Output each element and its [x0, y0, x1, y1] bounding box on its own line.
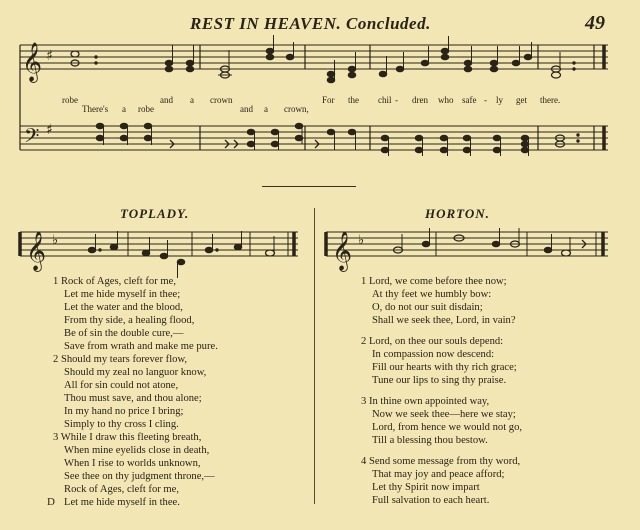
horton-stanza-4 — [361, 456, 520, 508]
verse-line: When mine eyelids close in death, — [64, 444, 210, 456]
verse-line: Simply to thy cross I cling. — [64, 418, 179, 430]
verse-line: 2 Should my tears forever flow, — [53, 354, 188, 365]
toplady-stanza-2 — [53, 354, 206, 431]
verse-line: 1 Lord, we come before thee now; — [361, 276, 507, 287]
tune-name-toplady: TOPLADY. — [120, 206, 190, 221]
horton-stanza-2 — [361, 336, 517, 388]
page-title: REST IN HEAVEN. Concluded. — [190, 14, 431, 33]
lyric-syllable: there. — [540, 95, 561, 105]
verse-line: All for sin could not atone, — [64, 379, 179, 391]
lyric-syllable: ly — [496, 95, 504, 105]
toplady-stanza-1 — [53, 276, 218, 353]
verse-line: 3 In thine own appointed way, — [361, 396, 490, 407]
verse-line: In my hand no price I bring; — [64, 405, 184, 417]
treble-clef-icon: 𝄞 — [332, 231, 353, 271]
verse-line: O, do not our suit disdain; — [372, 301, 483, 313]
bass-clef-icon: 𝄢 — [24, 124, 40, 152]
verse-line: Let me hide myself in thee. — [64, 496, 180, 508]
verse-line: At thy feet we humbly bow: — [372, 288, 492, 300]
lyric-syllable: chil — [378, 95, 392, 105]
verse-line: Let the water and the blood, — [64, 301, 183, 313]
verse-line: Thou must save, and thou alone; — [64, 392, 202, 404]
page-number: 49 — [585, 12, 605, 34]
toplady-stanza-3 — [53, 432, 215, 509]
lyric-syllable: crown, — [284, 104, 309, 114]
lyric-syllable: a — [122, 104, 126, 114]
treble-clef-icon: 𝄞 — [22, 42, 43, 82]
verse-line: See thee on thy judgment throne,— — [64, 470, 215, 482]
treble-clef-icon: 𝄞 — [26, 231, 47, 271]
verse-line: Fill our hearts with thy rich grace; — [372, 361, 517, 373]
lyric-syllable: - — [484, 95, 487, 105]
section-divider-rule — [262, 186, 356, 187]
lyric-syllable: crown — [210, 95, 233, 105]
lyric-syllable: and — [160, 95, 173, 105]
verse-line: Tune our lips to sing thy praise. — [372, 374, 507, 386]
verse-line: Now we seek thee—here we stay; — [372, 408, 516, 420]
verse-line: When I rise to worlds unknown, — [64, 457, 201, 469]
key-sharp-icon: ♯ — [46, 48, 53, 64]
verse-line: Save from wrath and make me pure. — [64, 340, 218, 352]
horton-stanza-3 — [361, 396, 522, 448]
verse-line: 2 Lord, on thee our souls depend: — [361, 336, 504, 347]
horton-staff — [326, 232, 608, 256]
lyric-syllable: safe — [462, 95, 477, 105]
lyric-syllable: - — [395, 95, 398, 105]
verse-line: From thy side, a healing flood, — [64, 314, 195, 326]
lyric-syllable: robe — [62, 95, 78, 105]
verse-line: 4 Send some message from thy word, — [361, 456, 521, 467]
lyric-syllable: and — [240, 104, 253, 114]
horton-stanza-1 — [361, 276, 516, 328]
verse-line: That may joy and peace afford; — [372, 468, 505, 480]
top-treble-notes — [71, 35, 575, 83]
key-sharp-icon: ♯ — [46, 122, 53, 138]
toplady-staff — [20, 232, 298, 256]
verse-line: Let thy Spirit now impart — [372, 481, 480, 493]
lyric-syllable: who — [438, 95, 454, 105]
flat-icon: ♭ — [358, 233, 365, 248]
lyric-syllable: a — [264, 104, 268, 114]
verse-line: Rock of Ages, cleft for me, — [64, 483, 180, 495]
lyric-syllable: dren — [412, 95, 428, 105]
verse-line: Be of sin the double cure,— — [64, 327, 184, 339]
top-bass-notes — [96, 123, 579, 156]
lyric-syllable: There's — [82, 104, 109, 114]
tune-name-horton: HORTON. — [425, 206, 490, 221]
flat-icon: ♭ — [52, 233, 59, 248]
lyric-syllable: the — [348, 95, 359, 105]
verse-line: Till a blessing thou bestow. — [372, 434, 488, 446]
top-bass-staff — [20, 126, 608, 150]
lyric-syllable: get — [516, 95, 527, 105]
verse-line: 3 While I draw this fleeting breath, — [53, 432, 202, 443]
column-divider — [314, 208, 315, 504]
verse-line: Full salvation to each heart. — [372, 494, 490, 506]
lyric-syllable: a — [190, 95, 194, 105]
verse-line: Let me hide myself in thee; — [64, 288, 181, 300]
verse-line: In compassion now descend: — [372, 348, 495, 360]
verse-line: Shall we seek thee, Lord, in vain? — [372, 314, 516, 326]
verse-line: Lord, from hence we would not go, — [372, 421, 523, 433]
signature-mark: D — [47, 496, 55, 508]
verse-line: 1 Rock of Ages, cleft for me, — [53, 276, 176, 287]
lyric-syllable: robe — [138, 104, 154, 114]
lyric-syllable: For — [322, 95, 335, 105]
verse-line: Should my zeal no languor know, — [64, 366, 207, 378]
